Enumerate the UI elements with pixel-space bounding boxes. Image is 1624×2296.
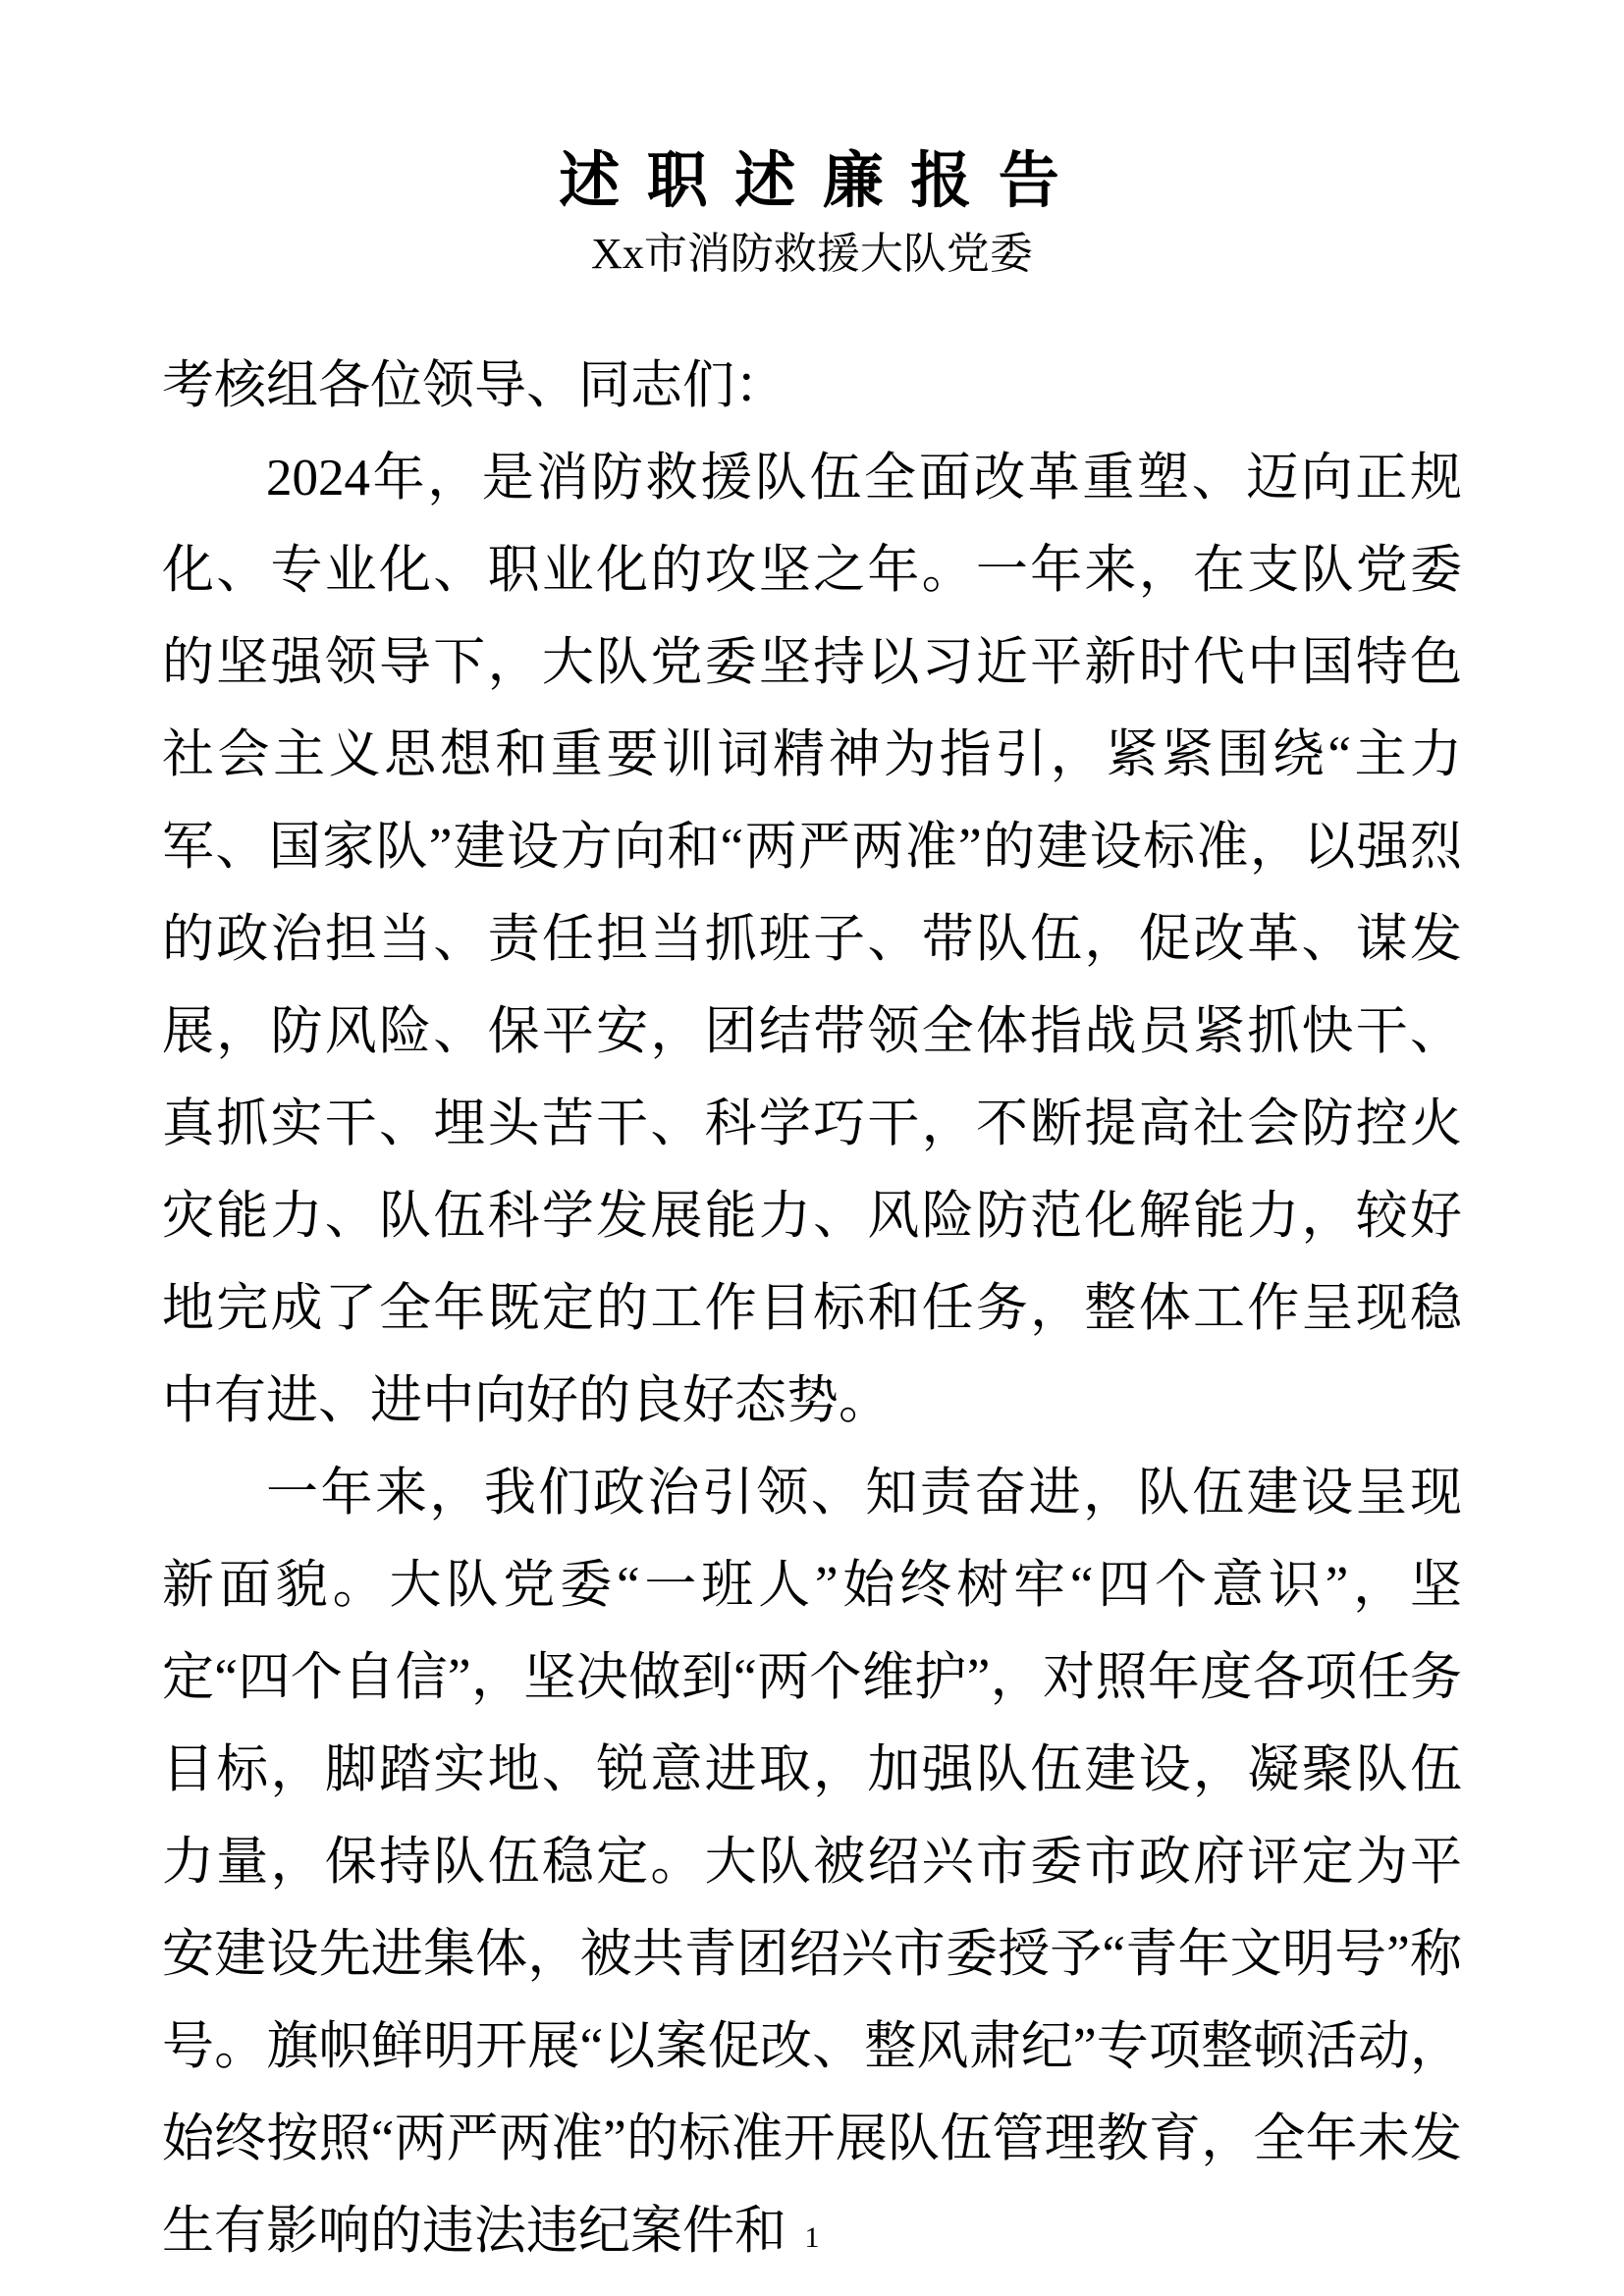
page-number: 1 [804,2221,820,2254]
page-title: 述 职 述 廉 报 告 [559,148,1065,215]
salutation-line: 考核组各位领导、同志们： [162,356,786,414]
body-paragraph-2: 一年来，我们政治引领、知责奋进，队伍建设呈现新面貌。大队党委“一班人”始终树牢“四个意识”，坚定“四个自信”，坚决做到“两个维护”，对照年度各项任务目标，脚踏实地、锐意进取，加强队伍建设，凝聚队伍力量，保持队伍稳定。大队被绍兴市委市政府评定为平安建设先进集体，被共青团绍兴市委授予“青年文明号”称号。旗帜鲜明开展“以案促改、整风肃纪”专项整顿活动，始终按照“两严两准”的标准开展队伍管理教育，全年未发生有影响的违法违纪案件和 [162,1464,1462,2260]
page-subtitle: Xx市消防救援大队党委 [591,230,1033,279]
document-body [162,340,1462,2277]
body-paragraph-1: 2024年，是消防救援队伍全面改革重塑、迈向正规化、专业化、职业化的攻坚之年。一年来，在支队党委的坚强领导下，大队党委坚持以习近平新时代中国特色社会主义思想和重要训词精神为指引，紧紧围绕“主力军、国家队”建设方向和“两严两准”的建设标准，以强烈的政治担当、责任担当抓班子、带队伍，促改革、谋发展，防风险、保平安，团结带领全体指战员紧抓快干、真抓实干、埋头苦干、科学巧干，不断提高社会防控火灾能力、队伍科学发展能力、风险防范化解能力，较好地完成了全年既定的工作目标和任务，整体工作呈现稳中有进、进中向好的良好态势。 [162,449,1462,1429]
